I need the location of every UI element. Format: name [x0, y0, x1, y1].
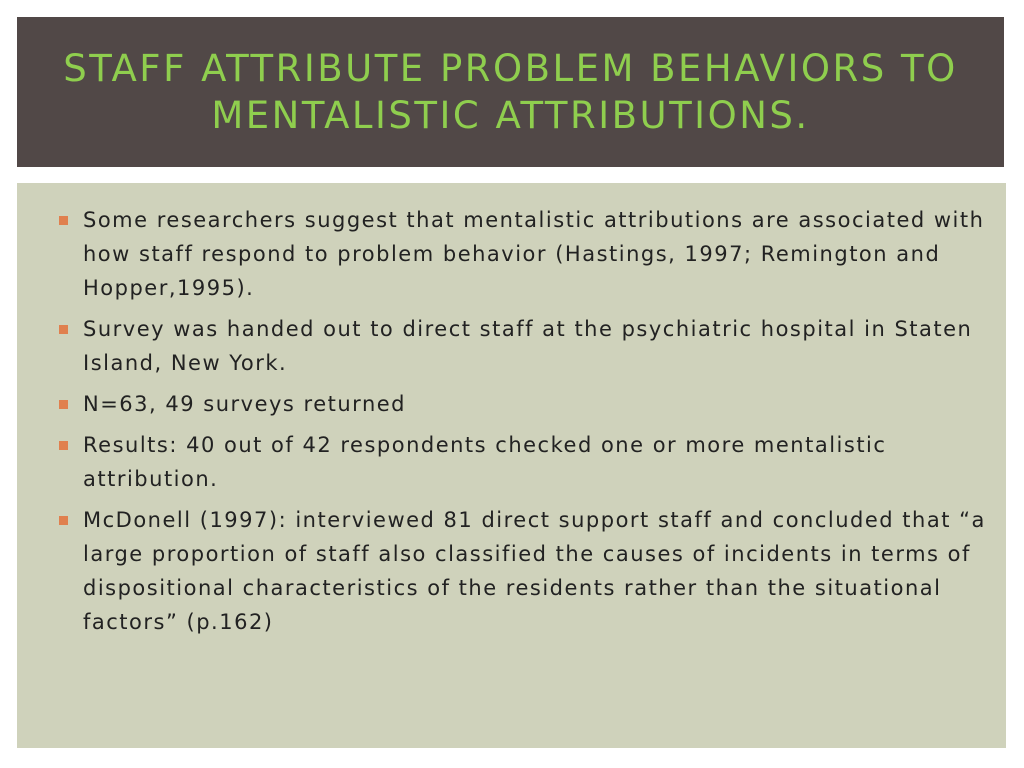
bullet-text: Survey was handed out to direct staff at the psychiatric hospital in Staten Island, New York. — [83, 317, 973, 375]
content-box — [17, 183, 1006, 748]
bullet-item — [83, 428, 986, 496]
bullet-item — [83, 503, 986, 639]
bullet-list — [17, 183, 1006, 639]
square-bullet-icon — [59, 216, 68, 225]
bullet-item — [83, 387, 986, 421]
square-bullet-icon — [59, 516, 68, 525]
bullet-text: Results: 40 out of 42 respondents checked one or more mentalistic attribution. — [83, 433, 887, 491]
square-bullet-icon — [59, 400, 68, 409]
slide-title: STAFF ATTRIBUTE PROBLEM BEHAVIORS TO MENTALISTIC ATTRIBUTIONS. — [63, 47, 958, 137]
bullet-text: N=63, 49 surveys returned — [83, 392, 407, 416]
bullet-text: Some researchers suggest that mentalistic attributions are associated with how staff respond to problem behavior (Hastings, 1997; Remington and Hopper,1995). — [83, 208, 985, 300]
bullet-item — [83, 312, 986, 380]
title-bar — [17, 17, 1004, 167]
square-bullet-icon — [59, 441, 68, 450]
bullet-item — [83, 203, 986, 305]
square-bullet-icon — [59, 325, 68, 334]
bullet-text: McDonell (1997): interviewed 81 direct support staff and concluded that “a large proportion of staff also classified the causes of incidents in terms of dispositional characteristics of the residents rather than the situational factors” (p.162) — [83, 508, 986, 634]
